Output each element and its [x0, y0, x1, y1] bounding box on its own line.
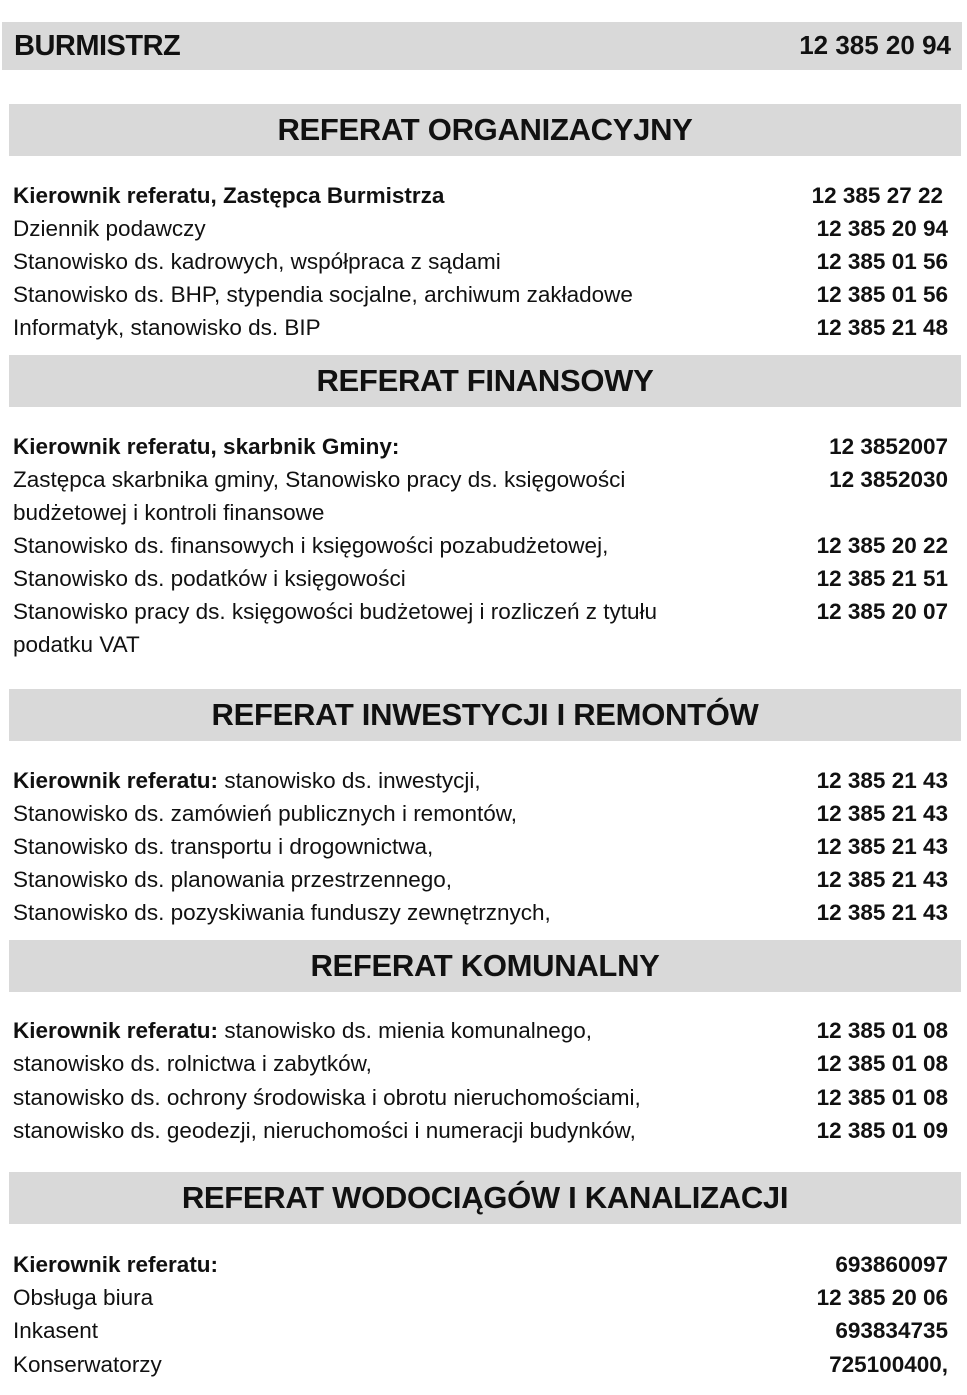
row-label: Obsługa biura: [13, 1285, 154, 1310]
row-label: Inkasent: [13, 1318, 99, 1343]
row-phone: 12 385 21 48: [816, 315, 948, 340]
list-item: [13, 463, 948, 496]
list-item: [13, 1348, 948, 1381]
row-phone: 12 385 20 94: [816, 216, 948, 241]
row-label: Stanowisko ds. kadrowych, współpraca z sądami: [13, 249, 501, 274]
row-phone: 12 385 01 08: [816, 1051, 948, 1076]
row-label: Stanowisko ds. planowania przestrzennego,: [13, 867, 453, 892]
burmistrz-title: BURMISTRZ: [14, 30, 181, 62]
row-phone: 12 385 21 43: [816, 801, 948, 826]
list-item: [13, 1314, 948, 1347]
row-label: Stanowisko ds. BHP, stypendia socjalne, archiwum zakładowe: [13, 282, 633, 307]
list-item: [13, 529, 948, 562]
row-phone: 12 385 01 09: [816, 1118, 948, 1143]
row-phone: 12 385 01 56: [816, 249, 948, 274]
row-phone: 693860097: [835, 1252, 948, 1277]
row-phone: 693834735: [835, 1318, 948, 1343]
row-label: stanowisko ds. ochrony środowiska i obrotu nieruchomościami,: [13, 1085, 641, 1110]
row-label: budżetowej i kontroli finansowe: [13, 500, 325, 525]
list-item: [13, 562, 948, 595]
row-label: Stanowisko ds. transportu i drogownictwa,: [13, 834, 434, 859]
row-label: stanowisko ds. rolnictwa i zabytków,: [13, 1051, 372, 1076]
row-phone: 12 385 01 08: [816, 1018, 948, 1043]
row-phone: 12 385 20 07: [816, 599, 948, 624]
list-item: [13, 595, 948, 628]
list-item: [13, 179, 948, 212]
list-item: [13, 628, 948, 661]
list-item: [13, 1014, 948, 1047]
list-item: [13, 797, 948, 830]
row-phone: 12 385 20 06: [816, 1285, 948, 1310]
list-item: [13, 764, 948, 797]
list-item: [13, 896, 948, 929]
row-label: Stanowisko ds. podatków i księgowości: [13, 566, 406, 591]
row-phone: 12 385 21 43: [816, 867, 948, 892]
list-item: [13, 1081, 948, 1114]
row-phone: 12 385 21 51: [816, 566, 948, 591]
row-label-bold: Kierownik referatu, skarbnik Gminy:: [13, 434, 400, 459]
row-label: podatku VAT: [13, 632, 140, 657]
row-label: Dziennik podawczy: [13, 216, 206, 241]
list-item: [13, 1248, 948, 1281]
row-label: stanowisko ds. mienia komunalnego,: [218, 1018, 593, 1043]
list-item: [13, 278, 948, 311]
row-label: Zastępca skarbnika gminy, Stanowisko pracy ds. księgowości: [13, 467, 626, 492]
list-item: [13, 1047, 948, 1080]
row-phone: 12 385 21 43: [816, 834, 948, 859]
row-label-bold: Kierownik referatu:: [13, 768, 219, 793]
row-phone: 12 385 21 43: [816, 900, 948, 925]
row-label-bold: Kierownik referatu, Zastępca Burmistrza: [13, 183, 445, 208]
section-title-finansowy: REFERAT FINANSOWY: [316, 363, 654, 398]
section-title-organizacyjny: REFERAT ORGANIZACYJNY: [277, 112, 693, 147]
row-phone: 12 385 01 08: [816, 1085, 948, 1110]
row-label: Stanowisko ds. finansowych i księgowości pozabudżetowej,: [13, 533, 609, 558]
section-title-wodociagow: REFERAT WODOCIĄGÓW I KANALIZACJI: [181, 1180, 789, 1215]
list-item: [13, 212, 948, 245]
row-phone: 12 385 21 43: [816, 768, 948, 793]
row-phone: 12 3852030: [829, 467, 948, 492]
list-item: [13, 1281, 948, 1314]
list-item: [13, 311, 948, 344]
row-phone: 725100400,: [829, 1352, 948, 1377]
list-item: [13, 863, 948, 896]
row-phone: 12 385 27 22: [811, 183, 943, 208]
section-title-inwestycji: REFERAT INWESTYCJI I REMONTÓW: [211, 697, 759, 732]
row-label-bold: Kierownik referatu:: [13, 1018, 219, 1043]
row-label: stanowisko ds. inwestycji,: [218, 768, 481, 793]
row-phone: 12 3852007: [829, 434, 948, 459]
row-label-bold: Kierownik referatu:: [13, 1252, 219, 1277]
list-item: [13, 245, 948, 278]
row-label: Stanowisko ds. pozyskiwania funduszy zewnętrznych,: [13, 900, 551, 925]
list-item: [13, 430, 948, 463]
list-item: [13, 496, 948, 529]
row-phone: 12 385 20 22: [816, 533, 948, 558]
row-label: Stanowisko ds. zamówień publicznych i remontów,: [13, 801, 517, 826]
section-title-komunalny: REFERAT KOMUNALNY: [310, 948, 660, 983]
list-item: [13, 830, 948, 863]
list-item: [13, 1114, 948, 1147]
row-label: stanowisko ds. geodezji, nieruchomości i numeracji budynków,: [13, 1118, 636, 1143]
row-label: Konserwatorzy: [13, 1352, 162, 1377]
row-label: Stanowisko pracy ds. księgowości budżetowej i rozliczeń z tytułu: [13, 599, 658, 624]
row-label: Informatyk, stanowisko ds. BIP: [13, 315, 321, 340]
row-phone: 12 385 01 56: [816, 282, 948, 307]
burmistrz-phone: 12 385 20 94: [799, 30, 951, 60]
